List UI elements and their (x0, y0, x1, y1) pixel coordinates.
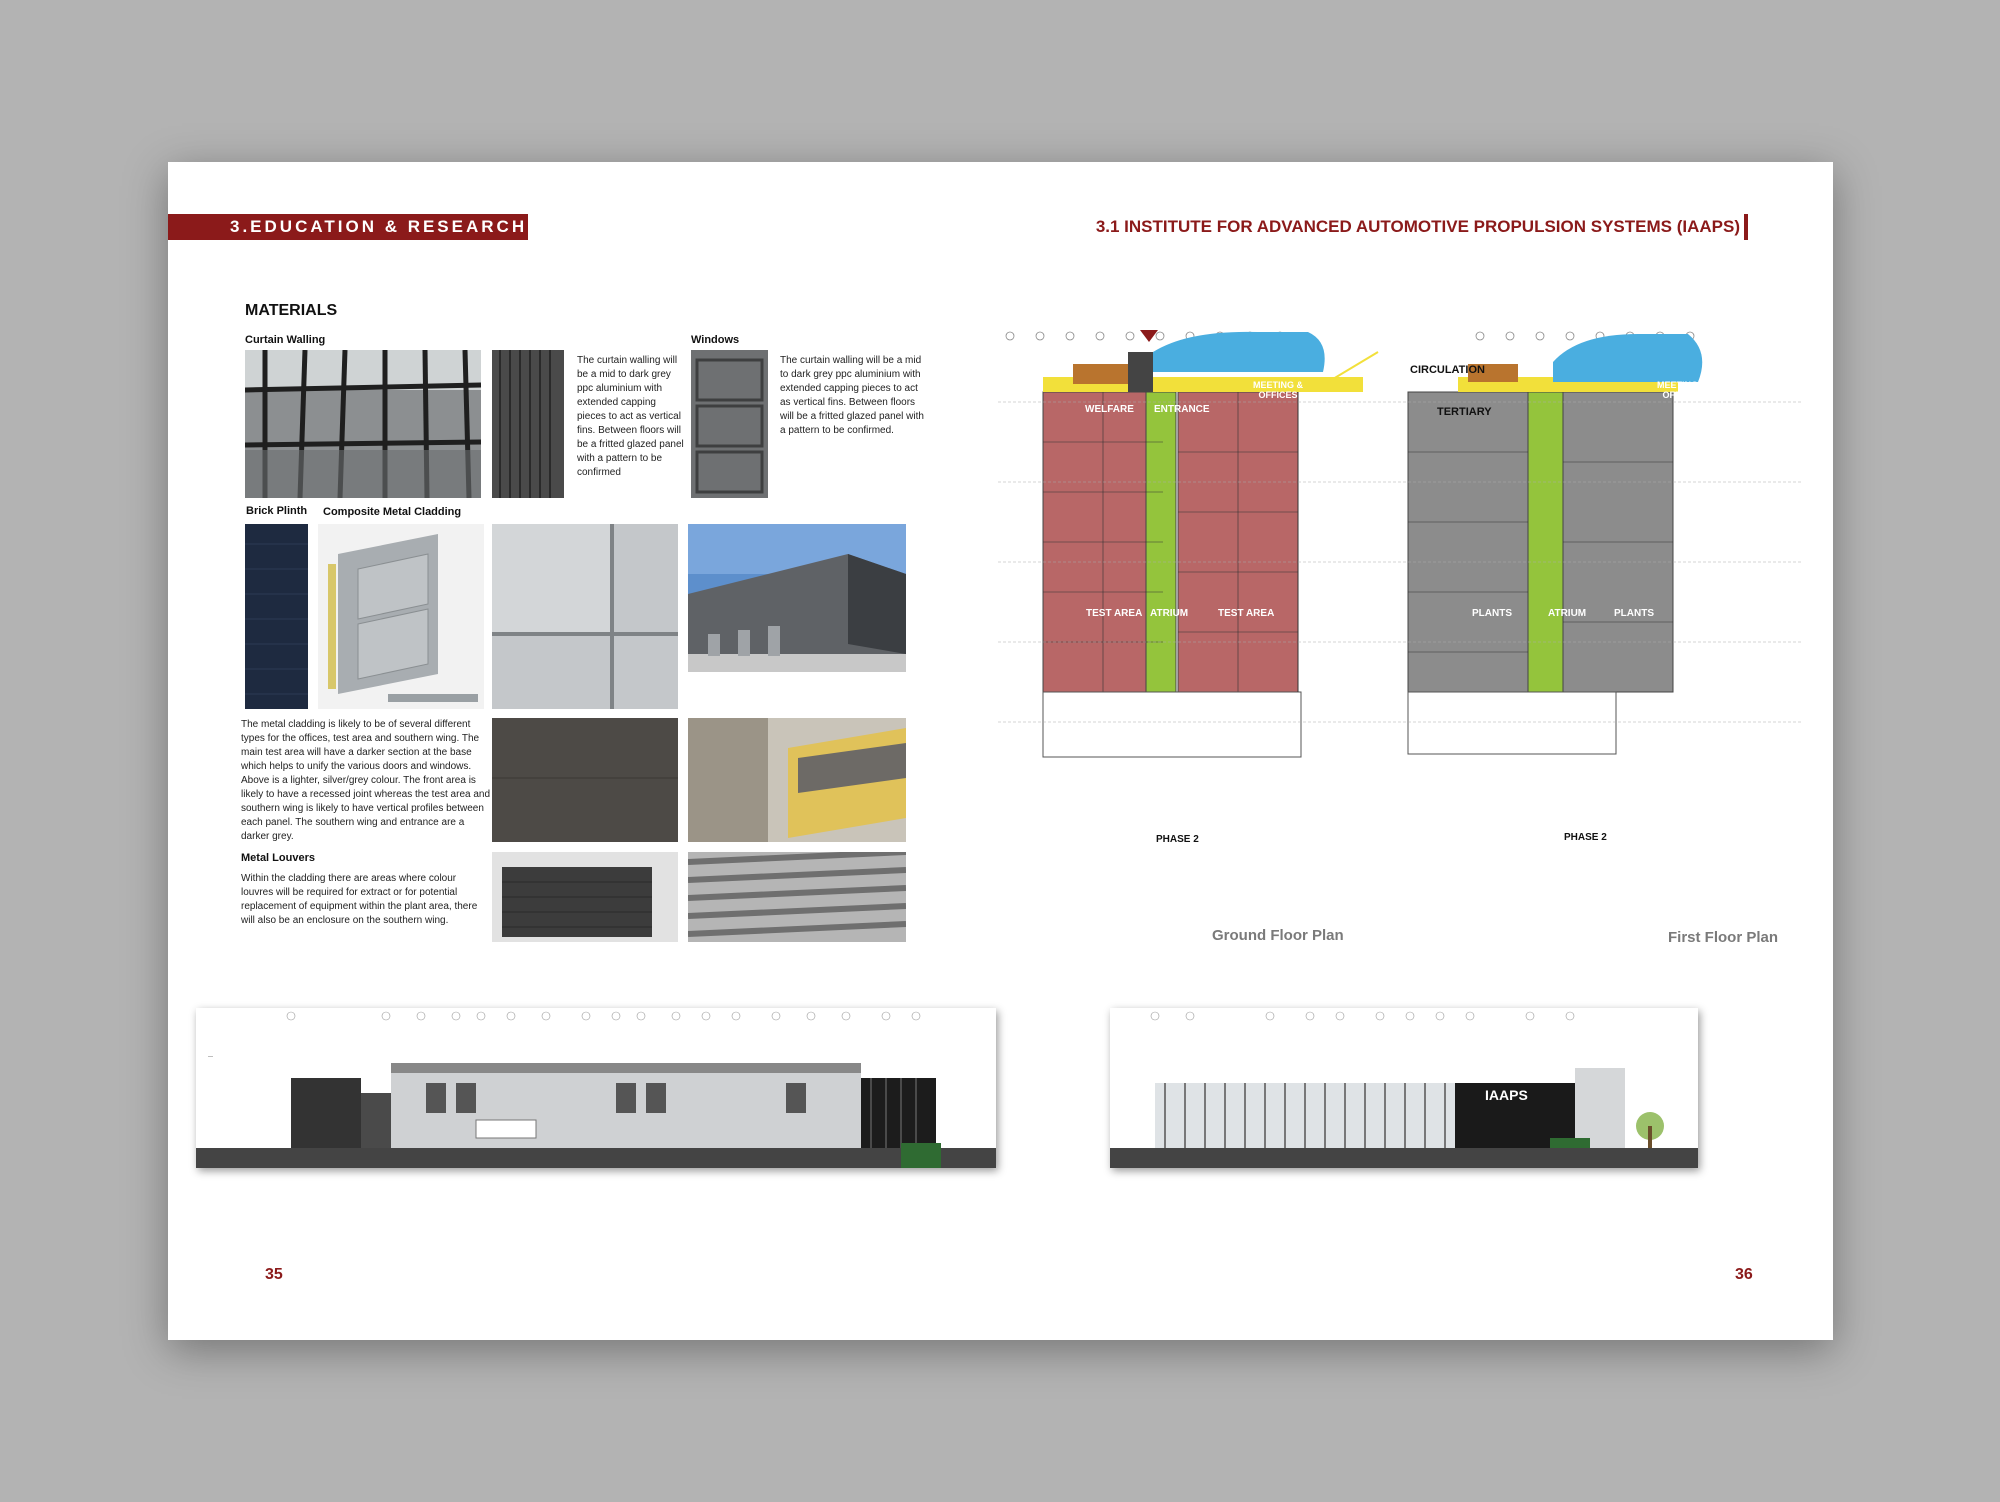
label-entrance: ENTRANCE (1154, 404, 1210, 415)
label-test-area-left: TEST AREA (1086, 608, 1143, 619)
label-plants-left: PLANTS (1472, 608, 1512, 619)
windows-text: The curtain walling will be a mid to dark grey ppc aluminium with extended capping pieces to act as vertical fins. Between floors will be a fritted glazed panel with a pattern to be confirmed. (780, 355, 924, 436)
curtain-walling-text: The curtain walling will be a mid to dark grey ppc aluminium with extended capping pieces to act as vertical fins. Between floors will be a fritted glazed panel with a pattern to be confirmed (577, 355, 684, 478)
title-rule (1744, 214, 1748, 240)
label-test-area-right: TEST AREA (1218, 608, 1275, 619)
grid-bubbles (1006, 332, 1694, 340)
brick-plinth-photo (245, 524, 308, 709)
label-circulation: CIRCULATION (1410, 364, 1485, 376)
louvers-text: Within the cladding there are areas where colour louvres will be required for extract or for potential replacement of equipment within the plant area, there will also be an enclosure on the southern wing. (241, 873, 478, 926)
left-elevation (196, 1008, 996, 1168)
curtain-walling-detail-photo (492, 350, 564, 498)
curtain-walling-label: Curtain Walling (245, 334, 326, 346)
cladding-text: The metal cladding is likely to be of several different types for the offices, test area and southern wing. The main test area will have a darker section at the base which helps to unify the various doors and windows. Above is a lighter, silver/grey colour. The front area is likely to have a recessed joint whereas the test area and southern wing is likely to have vertical profiles between each panel. The southern wing and entrance are a darker grey. (241, 719, 491, 842)
label-welfare: WELFARE (1085, 404, 1134, 415)
document-spread (168, 162, 1833, 1340)
label-phase2-ground: PHASE 2 (1156, 834, 1199, 845)
page-number-right: 36 (1735, 1266, 1753, 1283)
iaaps-sign: IAAPS (1485, 1087, 1528, 1103)
right-elevation (1110, 1008, 1698, 1168)
brick-plinth-label: Brick Plinth (246, 505, 308, 517)
section-title-bar: 3.EDUCATION & RESEARCH (168, 214, 528, 240)
building-photo (688, 524, 906, 672)
ground-floor-caption: Ground Floor Plan (1212, 927, 1344, 944)
cladding-panel-photo (492, 524, 678, 709)
composite-cladding-label: Composite Metal Cladding (323, 506, 462, 518)
first-floor-caption: First Floor Plan (1668, 929, 1779, 946)
label-atrium-first: ATRIUM (1548, 608, 1587, 619)
windows-photo (691, 350, 768, 498)
page-number-left: 35 (265, 1266, 283, 1283)
page-title: 3.1 INSTITUTE FOR ADVANCED AUTOMOTIVE PROPULSION SYSTEMS (IAAPS) (1095, 217, 1740, 236)
label-tertiary: TERTIARY (1437, 406, 1492, 418)
dark-cladding-photo (492, 718, 678, 842)
label-atrium-ground: ATRIUM (1150, 608, 1189, 619)
composite-cladding-photo (318, 524, 484, 709)
floor-plans (998, 322, 1803, 972)
materials-heading: MATERIALS (245, 302, 338, 319)
louvers-detail-photo (688, 852, 906, 942)
louvers-building-photo (492, 852, 678, 942)
label-meeting-first: MEETING & OFFICES (1656, 380, 1707, 400)
insulation-detail-photo (688, 718, 906, 842)
svg-text:—: — (208, 1054, 213, 1060)
label-meeting-ground: MEETING & OFFICES (1253, 380, 1304, 400)
label-plants-right: PLANTS (1614, 608, 1654, 619)
label-phase2-first: PHASE 2 (1564, 832, 1607, 843)
curtain-walling-photo (245, 350, 481, 498)
metal-louvers-label: Metal Louvers (241, 852, 315, 864)
windows-label: Windows (691, 334, 740, 346)
